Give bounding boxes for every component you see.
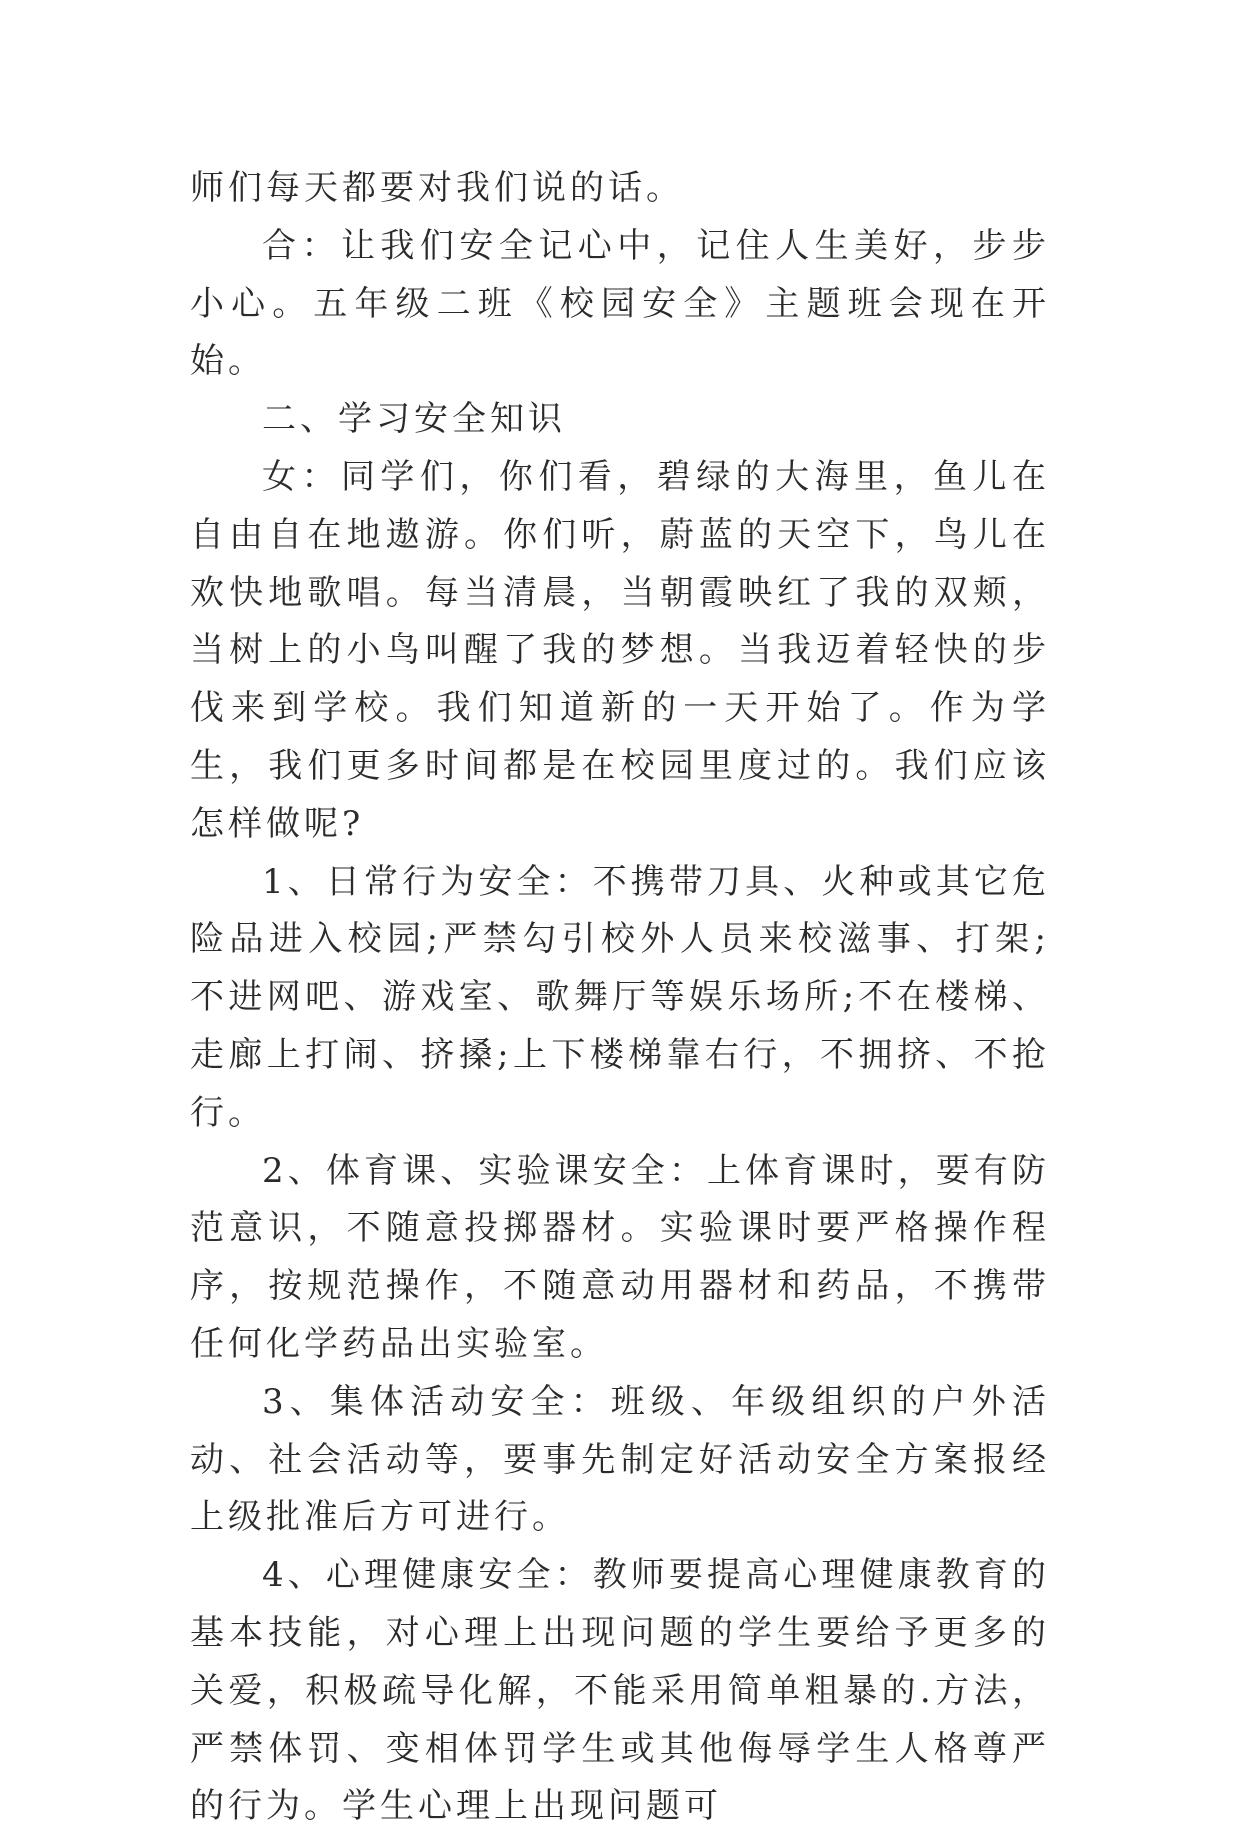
list-item-2: 2、体育课、实验课安全：上体育课时，要有防范意识，不随意投掷器材。实验课时要严格操作程序，按规范操作，不随意动用器材和药品，不携带任何化学药品出实验室。	[190, 1150, 1050, 1364]
paragraph-1: 师们每天都要对我们说的话。	[190, 168, 684, 208]
list-item-3: 3、集体活动安全：班级、年级组织的户外活动、社会活动等，要事先制定好活动安全方案报经上级批准后方可进行。	[190, 1381, 1050, 1538]
section-heading: 二、学习安全知识	[262, 399, 566, 440]
list-item-4: 4、心理健康安全：教师要提高心理健康教育的基本技能，对心理上出现问题的学生要给予更多的关爱，积极疏导化解，不能采用简单粗暴的.方法，严禁体罚、变相体罚学生或其他侮辱学生人格尊严的行为。学生心理上出现问题可	[190, 1555, 1050, 1827]
paragraph-2: 合：让我们安全记心中，记住人生美好，步步小心。五年级二班《校园安全》主题班会现在开始。	[190, 225, 1050, 382]
document-body	[190, 160, 1050, 1836]
list-item-1: 1、日常行为安全：不携带刀具、火种或其它危险品进入校园;严禁勾引校外人员来校滋事、打架;不进网吧、游戏室、歌舞厅等娱乐场所;不在楼梯、走廊上打闹、挤搡;上下楼梯靠右行，不拥挤、不抢行。	[190, 861, 1050, 1133]
paragraph-4: 女：同学们，你们看，碧绿的大海里，鱼儿在自由自在地遨游。你们听，蔚蓝的天空下，鸟儿在欢快地歌唱。每当清晨，当朝霞映红了我的双颊，当树上的小鸟叫醒了我的梦想。当我迈着轻快的步伐来到学校。我们知道新的一天开始了。作为学生，我们更多时间都是在校园里度过的。我们应该怎样做呢?	[190, 456, 1050, 844]
